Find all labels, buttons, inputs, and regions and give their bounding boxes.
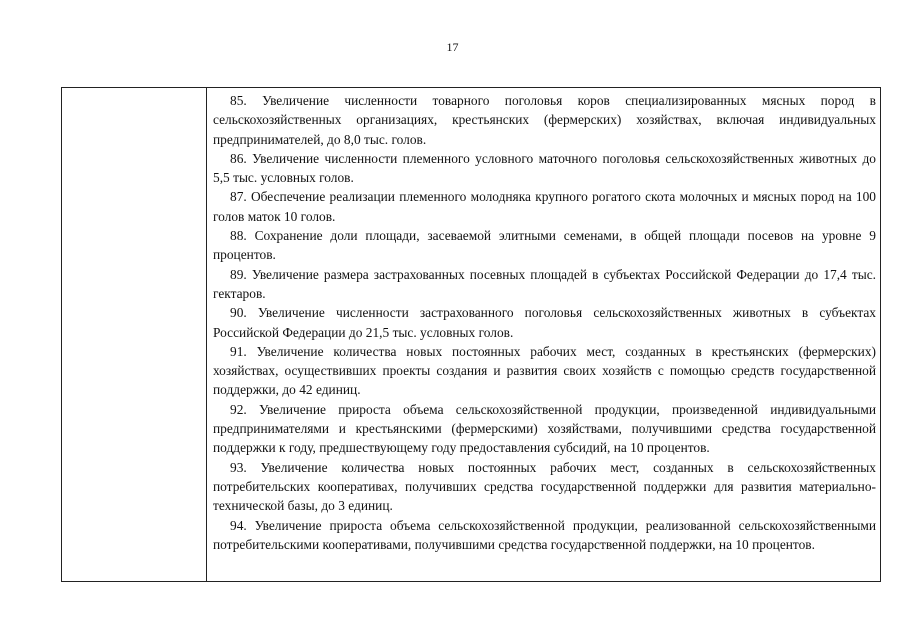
- list-item: 85. Увеличение численности товарного поголовья коров специализированных мясных пород в сельскохозяйственных организациях, крестьянских (фермерских) хозяйствах, включая индивидуальных предпринимателей, до 8,0 тыс. голов.: [213, 93, 876, 147]
- list-item: 86. Увеличение численности племенного условного маточного поголовья сельскохозяйственных животных до 5,5 тыс. условных голов.: [213, 150, 876, 186]
- table-left-cell: [62, 88, 207, 581]
- list-item: 92. Увеличение прироста объема сельскохозяйственной продукции, произведенной индивидуальными предпринимателями и крестьянскими (фермерскими) хозяйствами, получившими средства государственной поддержки к году, предшествующему году предоставления субсидий, на 10 процентов.: [213, 401, 876, 456]
- list-item: 90. Увеличение численности застрахованного поголовья сельскохозяйственных животных в субъектах Российской Федерации до 21,5 тыс. условных голов.: [213, 305, 876, 340]
- list-item: 89. Увеличение размера застрахованных посевных площадей в субъектах Российской Федерации до 17,4 тыс. гектаров.: [213, 266, 876, 301]
- list-item: 88. Сохранение доли площади, засеваемой элитными семенами, в общей площади посевов на уровне 9 процентов.: [213, 228, 876, 263]
- indicators-table: [61, 87, 881, 582]
- list-item: 93. Увеличение количества новых постоянных рабочих мест, созданных в сельскохозяйственных потребительских кооперативах, получивших средства государственной поддержки для развития материально-технической базы, до 3 единиц.: [213, 459, 876, 514]
- list-item: 94. Увеличение прироста объема сельскохозяйственной продукции, реализованной сельскохозяйственными потребительскими кооперативами, получившими средства государственной поддержки, на 10 процентов.: [213, 517, 876, 552]
- list-item: 87. Обеспечение реализации племенного молодняка крупного рогатого скота молочных и мясных пород на 100 голов маток 10 голов.: [213, 189, 876, 224]
- table-right-cell: [207, 88, 880, 581]
- list-item: 91. Увеличение количества новых постоянных рабочих мест, созданных в крестьянских (фермерских) хозяйствах, осуществивших проекты создания и развития своих хозяйств с помощью средств государственной поддержки, до 42 единиц.: [213, 343, 876, 398]
- page-number: 17: [446, 40, 459, 54]
